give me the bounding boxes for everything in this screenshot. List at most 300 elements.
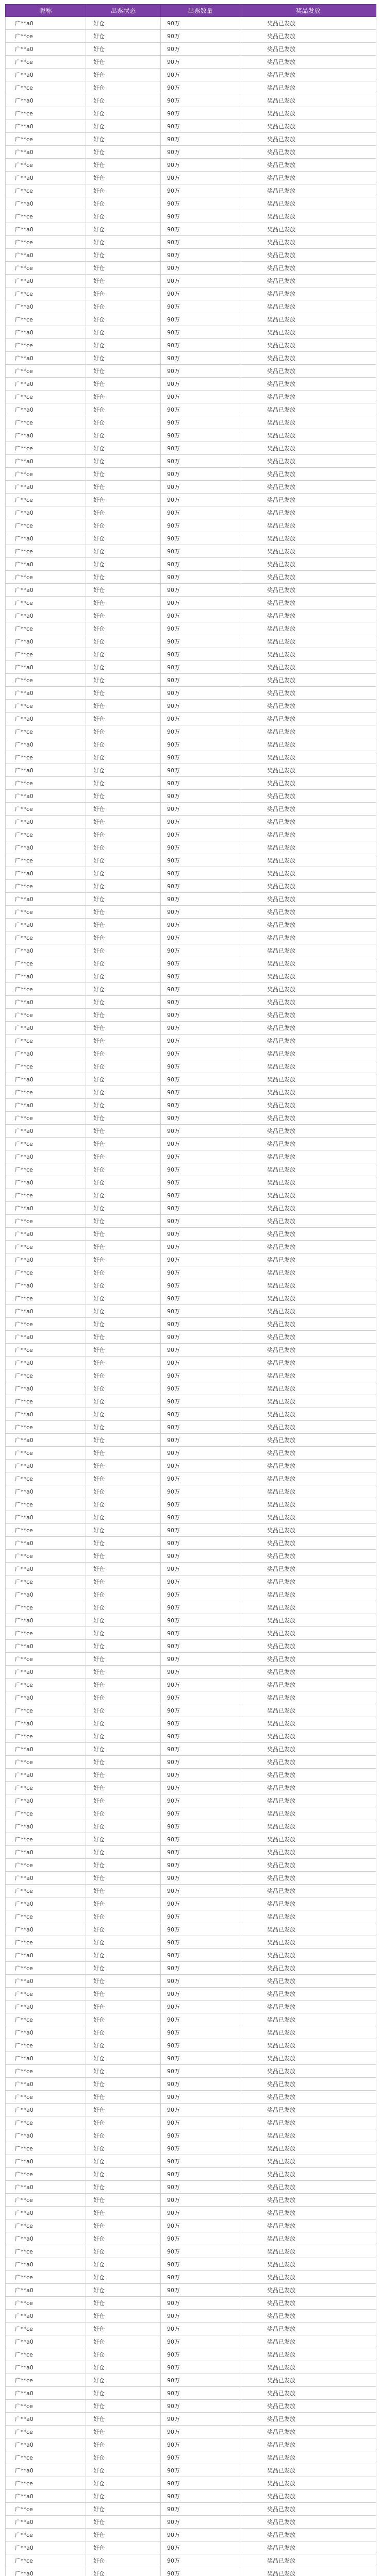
table-row [6,532,376,545]
row-name: 广**a0 [6,1176,86,1189]
table-row [6,1923,376,1936]
table-row [6,661,376,674]
row-prize: 奖品已发放 [240,2529,376,2541]
row-name: 广**ce [6,1241,86,1253]
row-amount: 90万 [161,2219,240,2232]
row-prize: 奖品已发放 [240,2554,376,2567]
table-row [6,1073,376,1086]
row-status: 好仓 [86,455,161,468]
row-amount: 90万 [161,416,240,429]
row-amount: 90万 [161,120,240,133]
row-status: 好仓 [86,2387,161,2400]
row-prize: 奖品已发放 [240,1163,376,1176]
table-row [6,43,376,56]
row-amount: 90万 [161,1601,240,1614]
table-row [6,1936,376,1949]
row-prize: 奖品已发放 [240,1434,376,1447]
row-prize: 奖品已发放 [240,1447,376,1460]
row-status: 好仓 [86,2374,161,2387]
row-status: 好仓 [86,2232,161,2245]
row-amount: 90万 [161,1112,240,1125]
row-prize: 奖品已发放 [240,1460,376,1472]
row-name: 广**ce [6,700,86,713]
table-row [6,983,376,996]
table-row [6,880,376,893]
row-amount: 90万 [161,184,240,197]
table-row [6,906,376,919]
table-row [6,172,376,184]
row-amount: 90万 [161,1666,240,1679]
row-name: 广**ce [6,1060,86,1073]
table-row [6,2026,376,2039]
row-prize: 奖品已发放 [240,339,376,352]
table-row [6,1099,376,1112]
row-amount: 90万 [161,1434,240,1447]
table-row [6,1022,376,1035]
table-row [6,2271,376,2284]
row-name: 广**ce [6,210,86,223]
table-row [6,2155,376,2168]
row-name: 广**a0 [6,326,86,339]
row-name: 广**a0 [6,1408,86,1421]
row-name: 广**a0 [6,584,86,597]
table-row [6,275,376,287]
row-amount: 90万 [161,1949,240,1962]
row-status: 好仓 [86,1331,161,1344]
table-row [6,1730,376,1743]
header-row [6,5,376,17]
row-name: 广**a0 [6,2335,86,2348]
row-name: 广**ce [6,983,86,996]
row-status: 好仓 [86,571,161,584]
row-amount: 90万 [161,2258,240,2271]
table-row [6,764,376,777]
table-row [6,2477,376,2490]
row-name: 广**ce [6,2091,86,2104]
row-amount: 90万 [161,1369,240,1382]
row-status: 好仓 [86,1988,161,2001]
row-prize: 奖品已发放 [240,1769,376,1782]
row-prize: 奖品已发放 [240,1047,376,1060]
row-name: 广**ce [6,1292,86,1305]
row-amount: 90万 [161,1292,240,1305]
row-status: 好仓 [86,2116,161,2129]
row-status: 好仓 [86,146,161,159]
row-name: 广**a0 [6,2078,86,2091]
table-row [6,1009,376,1022]
row-amount: 90万 [161,2335,240,2348]
table-row [6,2516,376,2529]
row-prize: 奖品已发放 [240,1202,376,1215]
row-amount: 90万 [161,2310,240,2323]
row-name: 广**a0 [6,996,86,1009]
row-name: 广**a0 [6,1563,86,1575]
row-amount: 90万 [161,2013,240,2026]
row-status: 好仓 [86,867,161,880]
row-prize: 奖品已发放 [240,2052,376,2065]
row-amount: 90万 [161,674,240,687]
row-prize: 奖品已发放 [240,751,376,764]
row-prize: 奖品已发放 [240,1498,376,1511]
row-prize: 奖品已发放 [240,854,376,867]
row-name: 广**ce [6,1163,86,1176]
row-status: 好仓 [86,1756,161,1769]
row-status: 好仓 [86,2400,161,2413]
row-status: 好仓 [86,2323,161,2335]
row-name: 广**a0 [6,1279,86,1292]
row-prize: 奖品已发放 [240,81,376,94]
table-row [6,2400,376,2413]
row-prize: 奖品已发放 [240,1575,376,1588]
row-name: 广**a0 [6,1382,86,1395]
row-status: 好仓 [86,1743,161,1756]
row-prize: 奖品已发放 [240,2091,376,2104]
table-row [6,1086,376,1099]
row-prize: 奖品已发放 [240,957,376,970]
row-amount: 90万 [161,81,240,94]
row-prize: 奖品已发放 [240,1640,376,1653]
row-prize: 奖品已发放 [240,1859,376,1872]
row-prize: 奖品已发放 [240,1872,376,1885]
row-name: 广**a0 [6,1099,86,1112]
row-amount: 90万 [161,635,240,648]
row-status: 好仓 [86,1434,161,1447]
row-status: 好仓 [86,2335,161,2348]
row-name: 广**ce [6,803,86,816]
row-amount: 90万 [161,339,240,352]
row-prize: 奖品已发放 [240,2503,376,2516]
table-row [6,1176,376,1189]
row-prize: 奖品已发放 [240,1563,376,1575]
row-status: 好仓 [86,81,161,94]
row-status: 好仓 [86,2129,161,2142]
row-name: 广**ce [6,2451,86,2464]
row-prize: 奖品已发放 [240,983,376,996]
row-status: 好仓 [86,597,161,609]
row-amount: 90万 [161,326,240,339]
row-prize: 奖品已发放 [240,764,376,777]
row-status: 好仓 [86,43,161,56]
row-status: 好仓 [86,700,161,713]
row-amount: 90万 [161,1794,240,1807]
row-status: 好仓 [86,2438,161,2451]
row-status: 好仓 [86,2258,161,2271]
row-prize: 奖品已发放 [240,1988,376,2001]
row-prize: 奖品已发放 [240,1060,376,1073]
row-status: 好仓 [86,1189,161,1202]
row-amount: 90万 [161,146,240,159]
row-prize: 奖品已发放 [240,519,376,532]
row-name: 广**ce [6,1988,86,2001]
row-prize: 奖品已发放 [240,2258,376,2271]
row-prize: 奖品已发放 [240,841,376,854]
row-amount: 90万 [161,2232,240,2245]
row-status: 好仓 [86,2567,161,2576]
table-row [6,94,376,107]
row-prize: 奖品已发放 [240,300,376,313]
row-prize: 奖品已发放 [240,1910,376,1923]
row-status: 好仓 [86,816,161,828]
row-amount: 90万 [161,365,240,378]
row-status: 好仓 [86,1846,161,1859]
row-name: 广**ce [6,906,86,919]
table-row [6,1202,376,1215]
row-name: 广**ce [6,1807,86,1820]
row-name: 广**a0 [6,1202,86,1215]
row-prize: 奖品已发放 [240,1730,376,1743]
row-status: 好仓 [86,403,161,416]
row-name: 广**ce [6,1395,86,1408]
table-row [6,1511,376,1524]
row-amount: 90万 [161,1717,240,1730]
row-status: 好仓 [86,1138,161,1150]
row-name: 广**a0 [6,2129,86,2142]
row-status: 好仓 [86,1820,161,1833]
table-row [6,1949,376,1962]
row-amount: 90万 [161,1962,240,1975]
row-amount: 90万 [161,2039,240,2052]
row-amount: 90万 [161,391,240,403]
row-name: 广**a0 [6,713,86,725]
table-row [6,1653,376,1666]
row-prize: 奖品已发放 [240,1975,376,1988]
row-prize: 奖品已发放 [240,1279,376,1292]
table-row [6,197,376,210]
row-amount: 90万 [161,2348,240,2361]
row-name: 广**ce [6,1009,86,1022]
row-amount: 90万 [161,1691,240,1704]
row-name: 广**a0 [6,2310,86,2323]
row-name: 广**ce [6,56,86,69]
row-name: 广**a0 [6,867,86,880]
row-status: 好仓 [86,777,161,790]
table-row [6,1550,376,1563]
table-row [6,2129,376,2142]
row-prize: 奖品已发放 [240,2323,376,2335]
row-status: 好仓 [86,2464,161,2477]
row-prize: 奖品已发放 [240,1782,376,1794]
row-amount: 90万 [161,803,240,816]
row-amount: 90万 [161,1086,240,1099]
row-name: 广**a0 [6,841,86,854]
row-status: 好仓 [86,481,161,494]
table-row [6,159,376,172]
row-prize: 奖品已发放 [240,2464,376,2477]
row-amount: 90万 [161,1150,240,1163]
row-amount: 90万 [161,1073,240,1086]
row-name: 广**a0 [6,1640,86,1653]
row-prize: 奖品已发放 [240,94,376,107]
row-name: 广**a0 [6,2387,86,2400]
row-amount: 90万 [161,1988,240,2001]
row-status: 好仓 [86,1679,161,1691]
row-amount: 90万 [161,1614,240,1627]
row-prize: 奖品已发放 [240,1846,376,1859]
row-name: 广**ce [6,2400,86,2413]
row-prize: 奖品已发放 [240,442,376,455]
row-prize: 奖品已发放 [240,2232,376,2245]
row-prize: 奖品已发放 [240,1408,376,1421]
row-name: 广**a0 [6,1949,86,1962]
table-row [6,1794,376,1807]
row-prize: 奖品已发放 [240,1241,376,1253]
row-name: 广**ce [6,1782,86,1794]
row-amount: 90万 [161,2567,240,2576]
row-status: 好仓 [86,2361,161,2374]
row-amount: 90万 [161,2104,240,2116]
row-prize: 奖品已发放 [240,172,376,184]
row-name: 广**ce [6,1447,86,1460]
row-status: 好仓 [86,1498,161,1511]
row-prize: 奖品已发放 [240,2078,376,2091]
table-row [6,287,376,300]
table-row [6,2245,376,2258]
row-prize: 奖品已发放 [240,2348,376,2361]
row-name: 广**ce [6,2245,86,2258]
row-name: 广**ce [6,416,86,429]
row-name: 广**ce [6,880,86,893]
row-name: 广**a0 [6,2413,86,2426]
row-name: 广**ce [6,2116,86,2129]
row-prize: 奖品已发放 [240,2116,376,2129]
row-name: 广**ce [6,1189,86,1202]
table-row [6,2091,376,2104]
row-prize: 奖品已发放 [240,1614,376,1627]
table-row [6,1215,376,1228]
row-status: 好仓 [86,2219,161,2232]
row-prize: 奖品已发放 [240,326,376,339]
row-name: 广**ce [6,1627,86,1640]
row-name: 广**a0 [6,223,86,236]
row-amount: 90万 [161,69,240,81]
row-status: 好仓 [86,56,161,69]
row-amount: 90万 [161,1253,240,1266]
row-amount: 90万 [161,1163,240,1176]
row-amount: 90万 [161,2001,240,2013]
row-amount: 90万 [161,1215,240,1228]
table-row [6,1756,376,1769]
table-row [6,81,376,94]
row-status: 好仓 [86,313,161,326]
row-status: 好仓 [86,1421,161,1434]
row-prize: 奖品已发放 [240,2413,376,2426]
table-row [6,777,376,790]
row-name: 广**ce [6,622,86,635]
row-name: 广**a0 [6,1897,86,1910]
row-status: 好仓 [86,2245,161,2258]
row-amount: 90万 [161,2129,240,2142]
row-status: 好仓 [86,352,161,365]
table-row [6,996,376,1009]
row-amount: 90万 [161,2413,240,2426]
row-amount: 90万 [161,481,240,494]
table-row [6,236,376,249]
table-row [6,326,376,339]
row-amount: 90万 [161,1575,240,1588]
row-amount: 90万 [161,2245,240,2258]
row-name: 广**ce [6,1859,86,1872]
table-row [6,1563,376,1575]
row-status: 好仓 [86,2039,161,2052]
row-name: 广**a0 [6,1460,86,1472]
row-status: 好仓 [86,1614,161,1627]
table-row [6,1382,376,1395]
row-status: 好仓 [86,1357,161,1369]
table-row [6,2335,376,2348]
row-amount: 90万 [161,442,240,455]
row-amount: 90万 [161,1189,240,1202]
row-amount: 90万 [161,957,240,970]
row-status: 好仓 [86,1176,161,1189]
row-name: 广**a0 [6,790,86,803]
row-status: 好仓 [86,1163,161,1176]
row-status: 好仓 [86,2297,161,2310]
row-amount: 90万 [161,1782,240,1794]
row-status: 好仓 [86,661,161,674]
row-name: 广**ce [6,159,86,172]
table-row [6,1460,376,1472]
row-status: 好仓 [86,906,161,919]
row-prize: 奖品已发放 [240,661,376,674]
row-amount: 90万 [161,751,240,764]
table-row [6,1047,376,1060]
row-status: 好仓 [86,30,161,43]
table-row [6,262,376,275]
row-status: 好仓 [86,919,161,931]
table-row [6,1820,376,1833]
row-name: 广**ce [6,2013,86,2026]
row-amount: 90万 [161,2194,240,2207]
table-row [6,597,376,609]
row-prize: 奖品已发放 [240,30,376,43]
row-prize: 奖品已发放 [240,1511,376,1524]
row-amount: 90万 [161,841,240,854]
row-prize: 奖品已发放 [240,2219,376,2232]
row-prize: 奖品已发放 [240,2013,376,2026]
row-prize: 奖品已发放 [240,2567,376,2576]
row-amount: 90万 [161,648,240,661]
row-prize: 奖品已发放 [240,1897,376,1910]
row-amount: 90万 [161,1176,240,1189]
row-prize: 奖品已发放 [240,2168,376,2181]
table-row [6,957,376,970]
row-status: 好仓 [86,1885,161,1897]
row-name: 广**ce [6,1885,86,1897]
row-name: 广**a0 [6,893,86,906]
row-status: 好仓 [86,1305,161,1318]
row-amount: 90万 [161,1202,240,1215]
table-row [6,1253,376,1266]
row-status: 好仓 [86,2490,161,2503]
row-prize: 奖品已发放 [240,622,376,635]
row-status: 好仓 [86,519,161,532]
table-row [6,1588,376,1601]
row-amount: 90万 [161,970,240,983]
row-status: 好仓 [86,172,161,184]
row-status: 好仓 [86,133,161,146]
row-amount: 90万 [161,249,240,262]
row-name: 广**ce [6,494,86,506]
row-name: 广**a0 [6,352,86,365]
row-amount: 90万 [161,609,240,622]
row-amount: 90万 [161,1704,240,1717]
row-prize: 奖品已发放 [240,1318,376,1331]
row-status: 好仓 [86,1369,161,1382]
row-status: 好仓 [86,713,161,725]
row-status: 好仓 [86,210,161,223]
row-name: 广**a0 [6,1923,86,1936]
row-prize: 奖品已发放 [240,481,376,494]
